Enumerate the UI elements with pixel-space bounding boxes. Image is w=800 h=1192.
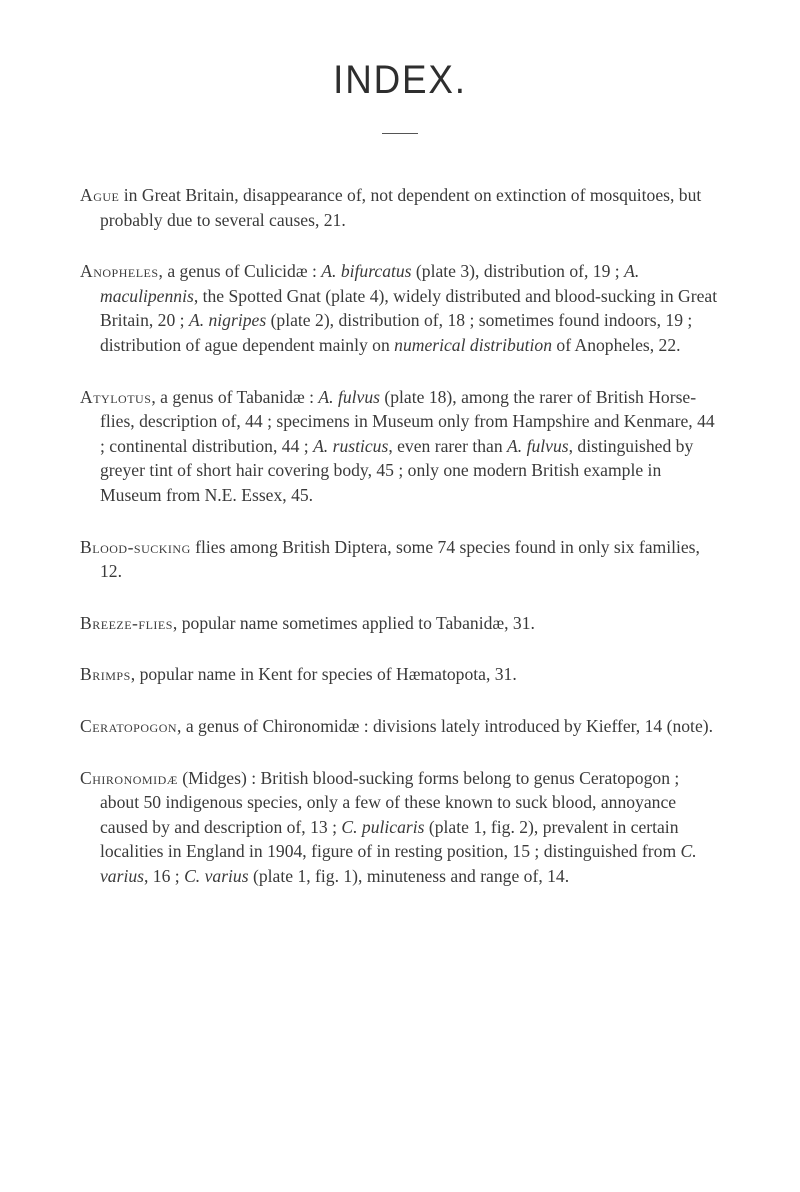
entry-text: (plate 3), distribution of, 19 ; <box>411 261 625 282</box>
entry-head: Brimps <box>80 664 131 685</box>
entry-text: (Midges) : British blood-sucking forms belong to genus Ceratopogon ; about 50 indigenous species, only a few of these known to suck blood, annoyance caused by and description of, 13 ; <box>100 767 680 837</box>
entry-text: , even rarer than <box>388 435 508 456</box>
species-name: A. fulvus <box>318 386 380 407</box>
entry-text: of Anopheles, 22. <box>552 334 681 355</box>
entry-head: Ceratopogon <box>80 715 178 736</box>
entry-head: Atylotus <box>80 386 152 407</box>
entry-text: , the Spotted Gnat (plate 4), widely distributed and blood-sucking in Great Britain, 20 ; <box>100 285 718 331</box>
species-name: C. pulicaris <box>341 816 425 837</box>
entry-head: Anopheles <box>80 261 159 282</box>
entry-text: , popular name in Kent for species of Hæmatopota, 31. <box>130 664 517 685</box>
entry-text: flies among British Diptera, some 74 species found in only six families, 12. <box>100 536 700 582</box>
species-name: A. maculipennis <box>100 261 640 306</box>
species-name: A. nigripes <box>188 310 267 331</box>
entry-text: (plate 2), distribution of, 18 ; sometimes found indoors, 19 ; distribution of ague dependent mainly on <box>100 310 693 355</box>
entry-text: , a genus of Chironomidæ : divisions lately introduced by Kieffer, 14 (note). <box>177 715 714 736</box>
index-entry-ceratopogon <box>80 714 722 739</box>
entry-text: (plate 18), among the rarer of British Horse-flies, description of, 44 ; specimens in Museum only from Hampshire and Kenmare, 44 ; continental distribution, 44 ; <box>100 386 715 456</box>
species-name: A. fulvus <box>507 435 569 456</box>
species-name: A. bifurcatus <box>321 261 412 282</box>
entry-text: (plate 1, fig. 1), minuteness and range of, 14. <box>248 865 570 886</box>
entry-text: (plate 1, fig. 2), prevalent in certain localities in England in 1904, figure of in resting position, 15 ; distinguished from <box>100 816 681 862</box>
index-entry-ague <box>80 183 722 232</box>
entry-head: Ague <box>80 185 120 205</box>
entry-text: , a genus of Tabanidæ : <box>151 386 319 407</box>
index-entry-atylotus <box>80 385 722 508</box>
entry-text: , popular name sometimes applied to Tabanidæ, 31. <box>172 612 535 633</box>
entry-text: , a genus of Culicidæ : <box>158 261 322 282</box>
index-entry-brimps <box>80 662 722 687</box>
entry-text: , distinguished by greyer tint of short hair covering body, 45 ; only one modern British example in Museum from N.E. Essex, 45. <box>100 435 694 505</box>
index-entry-anopheles <box>80 259 722 357</box>
species-name: C. varius <box>184 865 249 886</box>
emphasis-text: numerical distribution <box>394 334 553 355</box>
entry-text: , 16 ; <box>143 865 185 886</box>
entry-head: Chironomidæ <box>80 767 178 788</box>
species-name: A. rusticus <box>313 435 389 456</box>
entry-text: in Great Britain, disappearance of, not dependent on extinction of mosquitoes, but probably due to several causes, 21. <box>100 185 702 230</box>
species-name: C. varius <box>100 841 697 886</box>
entry-head: Breeze-flies <box>80 612 173 633</box>
title-divider <box>382 133 418 134</box>
page-title: INDEX. <box>333 58 467 102</box>
entry-head: Blood-sucking <box>80 536 191 557</box>
index-entries <box>80 183 722 915</box>
index-entry-blood-sucking <box>80 535 722 584</box>
index-entry-breeze-flies <box>80 611 722 636</box>
index-entry-chironomidae <box>80 766 722 889</box>
